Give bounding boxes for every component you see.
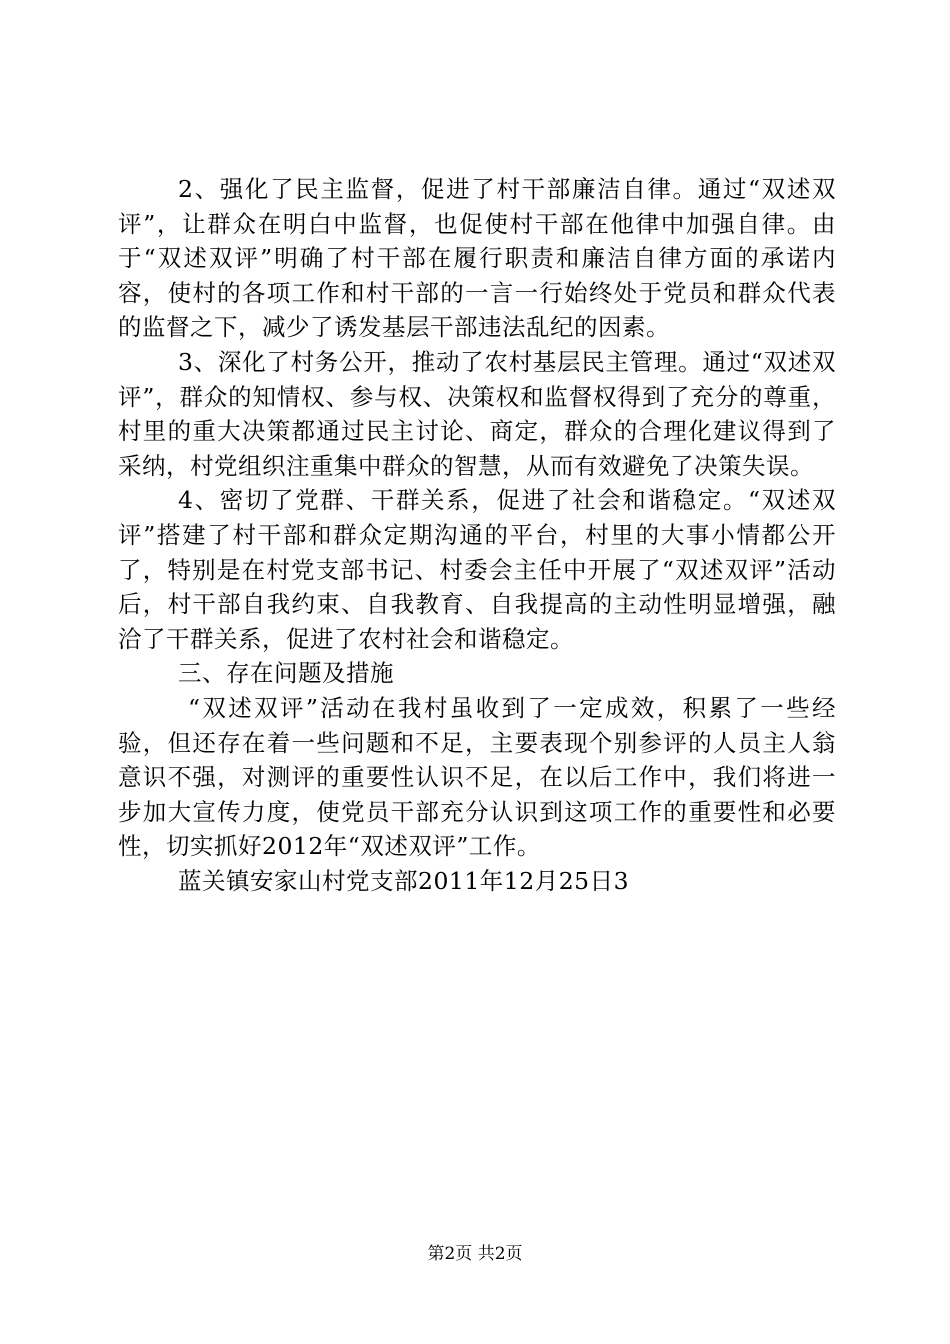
paragraph-village-affairs: 3、深化了村务公开，推动了农村基层民主管理。通过“双述双评”，群众的知情权、参与权、决策权和监督权得到了充分的尊重，村里的重大决策都通过民主讨论、商定，群众的合理化建议得到了采纳，村党组织注重集中群众的智慧，从而有效避免了决策失误。 — [118, 347, 836, 480]
document-body — [118, 172, 836, 898]
section-heading-problems: 三、存在问题及措施 — [178, 659, 394, 688]
paragraph-problems-measures: “双述双评”活动在我村虽收到了一定成效，积累了一些经验，但还存在着一些问题和不足，主要表现个别参评的人员主人翁意识不强，对测评的重要性认识不足，在以后工作中，我们将进一步加大宣传力度，使党员干部充分认识到这项工作的重要性和必要性，切实抓好2012年“双述双评”工作。 — [118, 693, 836, 861]
paragraph-democratic-supervision: 2、强化了民主监督，促进了村干部廉洁自律。通过“双述双评”，让群众在明白中监督，也促使村干部在他律中加强自律。由于“双述双评”明确了村干部在履行职责和廉洁自律方面的承诺内容，使村的各项工作和村干部的一言一行始终处于党员和群众代表的监督之下，减少了诱发基层干部违法乱纪的因素。 — [118, 175, 836, 342]
page-footer — [0, 1244, 950, 1264]
paragraph-party-relations: 4、密切了党群、干群关系，促进了社会和谐稳定。“双述双评”搭建了村干部和群众定期沟通的平台，村里的大事小情都公开了，特别是在村党支部书记、村委会主任中开展了“双述双评”活动后，村干部自我约束、自我教育、自我提高的主动性明显增强，融洽了干群关系，促进了农村社会和谐稳定。 — [118, 486, 836, 653]
signature-line: 蓝关镇安家山村党支部2011年12月25日3 — [178, 866, 630, 895]
page-number: 第2页 共2页 — [427, 1244, 523, 1264]
